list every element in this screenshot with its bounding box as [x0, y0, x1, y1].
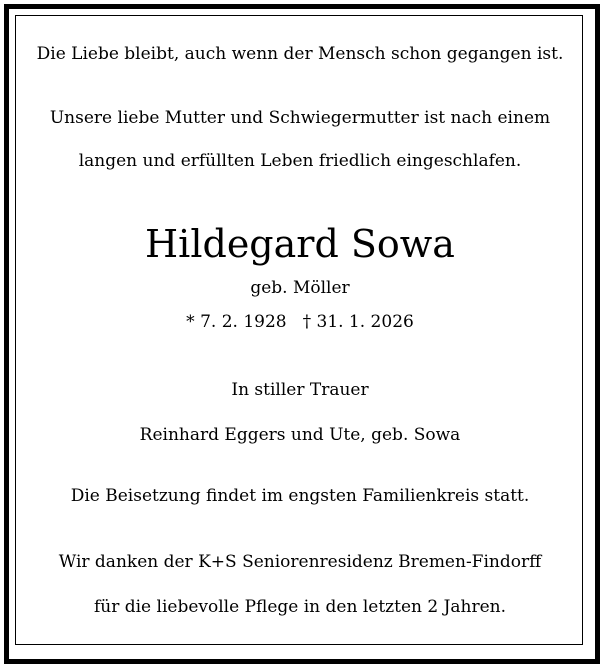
burial-notice: Die Beisetzung findet im engsten Familienkreis statt. — [70, 486, 530, 506]
death-date: † 31. 1. 2026 — [302, 312, 414, 332]
birth-name: geb. Möller — [250, 278, 350, 298]
thanks-line-1: Wir danken der K+S Seniorenresidenz Bremen-Findorff — [58, 552, 542, 572]
mourning-text: In stiller Trauer — [231, 380, 369, 400]
quote-text: Die Liebe bleibt, auch wenn der Mensch schon gegangen ist. — [36, 44, 564, 64]
birth-date: * 7. 2. 1928 — [186, 312, 287, 332]
thanks-line-2: für die liebevolle Pflege in den letzten 2 Jahren. — [93, 597, 507, 617]
deceased-name: Hildegard Sowa — [145, 222, 455, 266]
intro-line-1: Unsere liebe Mutter und Schwiegermutter ist nach einem — [49, 108, 551, 128]
life-dates — [0, 312, 600, 332]
family-names: Reinhard Eggers und Ute, geb. Sowa — [139, 425, 461, 445]
intro-line-2: langen und erfüllten Leben friedlich eingeschlafen. — [78, 151, 522, 171]
